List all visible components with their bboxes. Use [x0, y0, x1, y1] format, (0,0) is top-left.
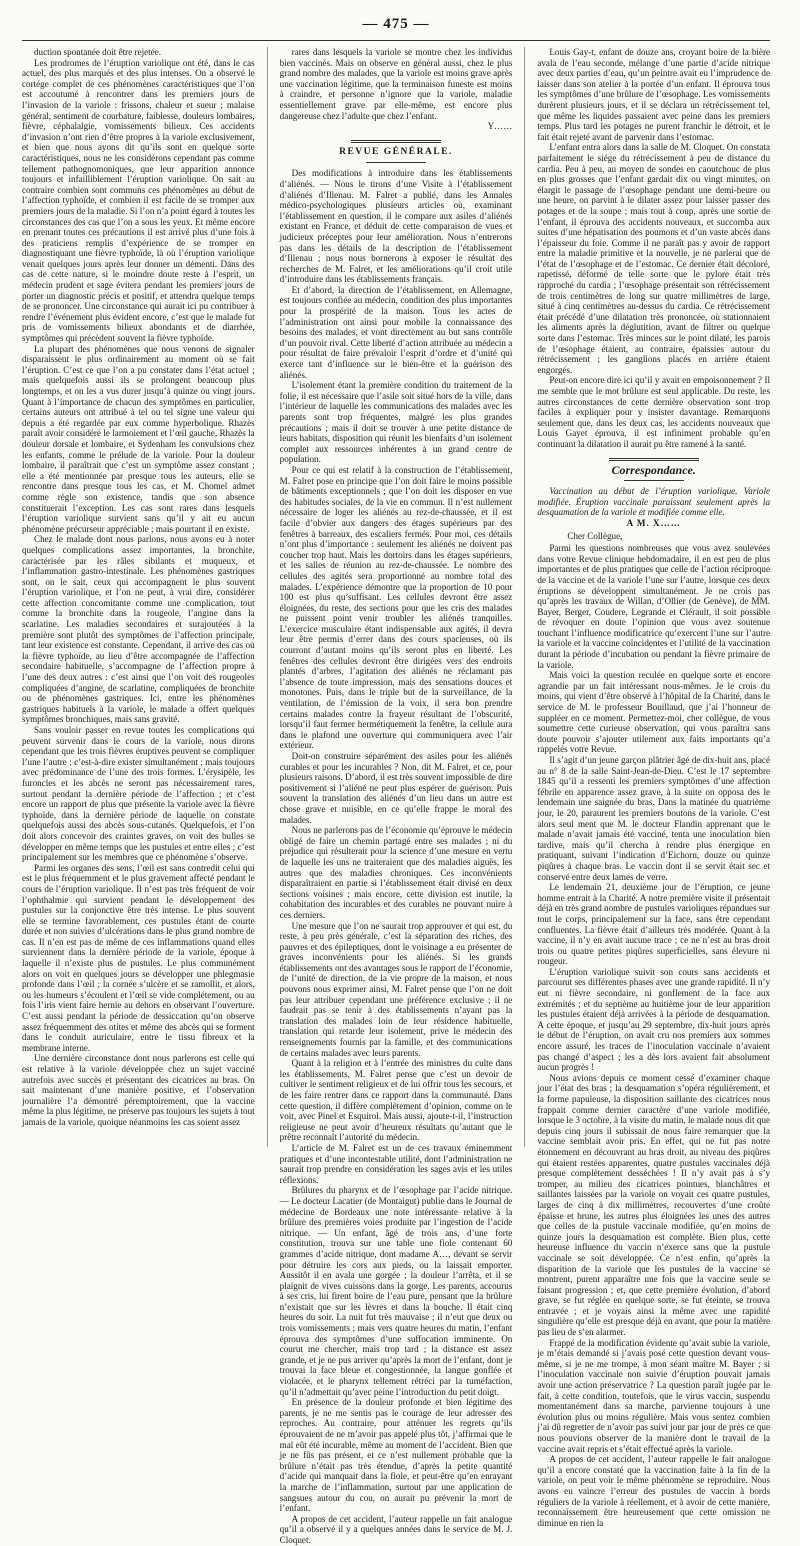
paragraph: L’article de M. Falret est un de ces travaux éminemment pratiques et d’une incontestable utilité, dont l’administration ne saurait trop prendre en considération les sages avis et les utiles réflexions.	[279, 1142, 513, 1185]
letter-address: A M. X……	[626, 517, 681, 528]
paragraph: L’éruption variolique suivit son cours sans accidents et parcourut ses différentes phases avec une grande rapidité. Il n’y eut ni fièvre secondaire, ni gonflement de la face aux extrémités ; et du septième au huitième jour de leur apparition les pustules étaient déjà arrivées à la période de desquamation. A cette époque, et jusqu’au 29 septembre, dix-huit jours après le début de l’éruption, on avait cru nos premiers aux sommes encore assuré, les traces de l’inoculation vaccinale n’avaient pas changé d’aspect ; les a dès lors avaient fait absolument aucun progrès !	[537, 966, 771, 1073]
paragraph: L’isolement étant la première condition du traitement de la folie, il est nécessaire que l’asile soit situé hors de la ville, dans l’intérieur de laquelle les communications des malades avec les parents sont trop fréquentes, malgré les plus grandes précautions ; mais il doit se trouver à une petite distance de leurs habitats, disposition qui réunit les bienfaits d’un isolement complet aux ressources inhérentes à un grand centre de population.	[279, 380, 513, 465]
paragraph: Les prodromes de l’éruption variolique ont été, dans le cas actuel, des plus marqués et des plus intenses. On a observé le cortége complet de ces phénomènes caractéristiques que l’on est accoutumé à rencontrer dans les premiers jours de l’invasion de la variole : frissons, chaleur et sueur ; malaise général, sentiment de courbature, faiblesse, douleurs lombaires, fièvre, céphalalgie, vomissements bilieux. Ces accidents d’invasion n’ont rien d’être propres à la variole exclusivement, et bien que nous ayons dit qu’ils sont en quelque sorte caractéristiques, nous ne les considérons cependant pas comme tellement pathognomoniques, que leur apparition annonce toujours et infailliblement l’éruption variolique. On sait au contraire combien sont communs ces phénomènes au début de l’affection typhoïde, et combien il est facile de se tromper aux premiers jours de la maladie. Si l’on n’a point égard à toutes les circonstances des cas que l’on a sous les yeux. Et même encore en prenant toutes ces précautions il est arrivé plus d’une fois à des praticiens remplis d’expérience de se tromper en diagnostiquant une fièvre typhoïde, là où l’éruption variolique venait quelques jours après leur donner un démenti. Dans des cas de cette nature, si le moindre doute reste à l’esprit, un médecin prudent et sage évitera pendant les premiers jours de porter un diagnostic précis et positif, et attendra quelque temps de se prononcer. Une circonstance qui aurait ici pu contribuer à rendre l’événement plus évident encore, c’est que le malade fut pris de vomissements bilieux abondants et de diarrhée, symptômes qui précèdent souvent la fièvre typhoïde.	[22, 57, 255, 344]
article-subheading: Vaccination au début de l’éruption variolique. Variole modifiée. Éruption vaccinale paraissant seulement après la desquamation de la variole et modifiée comme elle.	[537, 486, 771, 518]
section-separator	[624, 480, 684, 481]
paragraph: Doit-on construire séparément des asiles pour les aliénés curables et pour les incurables ? Non, dit M. Falret, et ce, pour plusieurs raisons. D’abord, il est très souvent impossible de dire positivement si l’aliéné ne peut plus espérer de guérison. Puis souvent la translation des aliénés d’un lieu dans un autre est chose grave et nuisible, en ce qu’elle frappe le moral des malades.	[279, 751, 513, 825]
paragraph: Sans vouloir passer en revue toutes les complications qui peuvent survenir dans le cours de la variole, nous dirons cependant que les trois fièvres éruptives peuvent se compliquer l’une l’autre ; c’est-à-dire exister simultanément ; mais toujours avec prédominance de l’une des trois formes. L’érysipèle, les furoncles et les abcès ne seront pas nécessairement rares, surtout pendant la dernière période de l’affection ; et c’est encore un rapport de plus que présente la variole avec la fièvre typhoïde, dans la dernière période de laquelle on constate quelquefois aussi des abcès sous-cutanés. Quelquefois, et l’on doit alors concevoir des craintes graves, on voit des bulles se développer en même temps que les pustules et entre elles ; c’est principalement sur les membres que ce phénomène s’observe.	[22, 725, 255, 863]
paragraph: La plupart des phénomènes que nous venons de signaler disparaissent le plus ordinairement au moment où se fait l’éruption. C’est ce que l’on a pu constater dans l’état actuel ; mais quelquefois aussi ils se prolongent beaucoup plus longtemps, et on les a vus durer jusqu’à quinze ou vingt jours. Quant à l’importance de chacun des symptômes en particulier, certains auteurs ont attribué à tel ou tel signe une valeur qui depuis a été regardée par eux comme hyperbolique. Rhazès paraît avoir considéré le larmoiement et l’œil gauche, Rhazès la douleur dorsale et lombaire, et Sydenham les convulsions chez les enfants, comme le prélude de la variole. Pour la douleur lombaire, il paraîtrait que c’est un symptôme assez constant ; elle a été mentionnée par presque tous les auteurs, elle se rencontre dans presque tous les cas, et M. Chomel admet comme règle son existence, tandis que son absence constituerait l’exception. Les cas sont rares dans lesquels l’éruption variolique survient sans qu’il y ait eu aucun phénomène précurseur appréciable ; mais pourtant il en existe.	[22, 343, 255, 534]
paragraph: A propos de cet accident, l’auteur rappelle le fait analogue qu’il a encore constaté que la vaccination faite à la fin de la variole, on peut voir le même phénomène se reproduire. Nous avons eu vaincre l’erreur des pustules de vaccin à bords réguliers de la variole à réellement, et à avoir de cette manière, reconnaissement être heureusement que cette omission ne diminue en rien la	[537, 1454, 771, 1528]
paragraph: Parmi les organes des sens, l’œil est sans contredit celui qui est le plus fréquemment et le plus gravement affecté pendant le cours de l’éruption variolique. Il n’est pas très fréquent de voir l’ophthalmie qui survient pendant le développement des pustules sur la conjonctive être très intense. Le plus souvent elle se termine favorablement, ces pustules étant de courte durée et non suivies d’ulcérations dans le plus grand nombre de cas. Il n’en est pas de même de ces inflammations quand elles surviennent dans la dernière période de la variole, époque à laquelle il n’existe plus de pustules. Le plus communément alors on voit en quelques jours se développer une phlegmasie profonde dans l’œil ; la cornée s’ulcère et se ramollit, et alors, ou les humeurs s’écoulent et l’œil se vide complétement, ou au fois l’iris vient faire hernie au dehors en observant l’ouverture. C’est aussi pendant la période de dessiccation qu’on observe assez fréquemment des otites et même des abcès qui se forment dans le conduit auriculaire, entre le tissu fibreux et la membrane interne.	[22, 862, 255, 1053]
paragraph: Le lendemain 21, deuxième jour de l’éruption, ce jeune homme entrait à la Charité. A notre première visite il présentait déjà en très grand nombre de pustules varioliques répandues sur tout le corps, principalement sur la face, sans être cependant confluentes. La fièvre était d’ailleurs très modérée. Quant à la vaccine, il n’y en avait aucune trace ; ce ne n’est au bras droit trois ou quatre petites piqûres superficielles, sans élevure ni rougeur.	[537, 882, 771, 967]
paragraph: A propos de cet accident, l’auteur rappelle un fait analogue qu’il a observé il y a quelques années dans le service de M. J. Cloquet.	[279, 1513, 513, 1545]
section-heading-revue: REVUE GÉNÉRALE.	[339, 146, 453, 157]
paragraph: L’enfant entra alors dans la salle de M. Cloquet. On constata parfaitement le siége du rétrécissement à peu de distance du cardia. Peu à peu, au moyen de sondes en caoutchouc de plus en plus grosses que l’enfant gardait dix ou vingt minutes, on élargit le passage de l’œsophage pendant une demi-heure ou une heure, on parvint à le dilater assez pour laisser passer des potages et de la soupe ; mais tout à coup, après une sortie de l’enfant, il éprouva des accidents nouveaux, et succomba aux suites d’une hépatisation des poumons et d’un vaste abcès dans l’épaisseur du foie. Comme il ne paraît pas y avoir de rapport entre la maladie primitive et la nouvelle, je ne parlerai que de l’état de l’œsophage et de l’estomac. Ce dernier était décoloré, rapetissé, déformé de telle sorte que le pylore était très rapproché du cardia ; l’œsophage présentait son rétrécissement de trois centimètres de long sur quatre millimètres de large, situé à cinq centimètres au-dessus du cardia. Ce rétrécissement était précédé d’une dilatation très prononcée, où stationnaient les aliments après la déglutition, avant de filtrer ou quelque sorte dans l’estomac. Très minces sur le point dilaté, les parois de l’œsophage étaient, au contraire, épaissies autour du rétrécissement ; les ganglions placés en arrière étaient engorgés.	[537, 142, 771, 375]
paragraph: Chez le malade dont nous parlons, nous avons eu à noter quelques complications assez importantes, la bronchite, caractérisée par les râles sibilants et muqueux, et l’inflammation gastro-intestinale. Les phénomènes gastriques sont, on le sait, ceux qui accompagnent le plus souvent l’éruption variolique, et l’on ne peut, à vrai dire, considérer cette affection concomitante comme une complication, tout comme la bronchite dans la rougeole, l’angine dans la scarlatine. Les maladies secondaires et surajoutées à la première sont plutôt des symptômes de l’affection principale, tant leur existence est constante. Cependant, il arrive des cas où la fièvre typhoïde, au lieu d’être accompagnée de l’affection secondaire habituelle, s’accompagne de l’affection propre à l’une des deux autres : c’est ainsi que l’on voit des rougeoles compliquées d’angine, de scarlatine, compliquées de bronchite ou de phénomènes gastriques. Ici, entre les phénomènes gastriques habituels à la variole, le malade a offert quelques symptômes bronchiques, mais sans gravité.	[22, 534, 255, 725]
paragraph: Frappé de la modification évidente qu’avait subie la variole, je m’étais demandé si j’avais posé cette question devant vous-même, si je ne me trompe, à mon séant maître M. Bayer ; si l’inoculation vaccinale non suivie d’éruption pouvait jamais avoir une action préservatrice ? La question paraît jugée par le fait, à cette condition, toutefois, que le virus vaccin, suspendu momentanément dans sa marche, parvienne toujours à une évolution plus ou moins régulière. Mais vous sentez combien j’ai dû regretter de n’avoir pas suivi jour par jour de près ce que nous pouvions observer de la manière dont le travail de la vaccine avait repris et s’était effectué après la variole.	[537, 1337, 771, 1454]
author-signature: Y……	[487, 121, 513, 132]
paragraph: Mais voici la question reculée en quelque sorte et encore agrandie par un fait intéressant nous-mêmes. Je le crois du moins, qui vient d’être observé à l’hôpital de la Charité, dans le service de M. le professeur Bouillaud, que j’ai l’honneur de suppléer en ce moment. Permettez-moi, cher collègue, de vous soumettre cette curieuse observation, qui vous paraîtra sans doute pouvoir s’ajouter utilement aux faits importants qu’a rappelés votre Revue.	[537, 670, 771, 755]
section-separator	[366, 162, 426, 163]
page-header	[22, 12, 770, 41]
column-divider	[267, 47, 268, 1147]
paragraph: Il s’agit d’un jeune garçon plâtrier âgé de dix-huit ans, placé au n° 8 de la salle Saint-Jean-de-Dieu. C’est le 17 septembre 1845 qu’il a ressenti les premiers symptômes d’une affection fébrile en apparence assez grave, à la suite on opposa des le lendemain une saignée du bras. Dans la matinée du quatrième jour, le 20, paraurent les premiers boutons de la variole. C’est alors seul ment que M. le docteur Flandin apprenant que le malade n’avait jamais été vacciné, tenta une inoculation bien tardive, mais qu’il chercha à rendre plus énergique en pratiquant, suivant l’indication d’Eichorn, douze ou quinze piqûres à chaque bras. Le vaccin dont il se servit était sec et conservé entre deux lames de verre.	[537, 755, 771, 882]
paragraph: Une dernière circonstance dont nous parlerons est celle qui est relative à la variole développée chez un sujet vacciné autrefois avec succès et présentant des cicatrices au bras. On sait maintenant d’une manière positive, et l’observation journalière l’a démontré péremptoirement, que la vaccine même la plus légitime, ne préserve pas toujours les sujets à tout jamais de la variole, quoique néanmoins les cas soient assez	[22, 1053, 255, 1127]
paragraph: Parmi les questions nombreuses que vous avez soulevées dans votre Revue clinique hebdomadaire, il en est peu de plus importantes et de plus pratiques que celle de l’action réciproque de la vaccine et de la variole l’une sur l’autre, lorsque ces deux éruptions se développent simultanément. Je ne crois pas qu’après les travaux de Willan, d’Ollier (de Genève), de MM. Bayer, Berger, Coudere, Legrande et Clérault, il soit possible de révoquer en doute l’opinion que vous avez soutenue touchant l’influence modificatrice qu’exercent l’une sur l’autre la variole et la vaccine coïncidentes et l’utilité de la vaccination durant la période d’incubation ou pendant la fièvre primaire de la variole.	[537, 543, 771, 670]
paragraph: Nous ne parlerons pas de l’économie qu’éprouve le médecin obligé de faire un chemin partagé entre ses malades ; ni du préjudice qui résulterait pour la science d’une mesure en vertu de laquelle les uns ne traiteraient que des maladies aiguës, les autres que des maladies chroniques. Ces inconvénients disparaîtraient en partie si l’établissement était divisé en deux sections voisines ; mais encore, cette division est inutile, la cohabitation des incurables et des curables ne pouvant nuire à ces derniers.	[279, 825, 513, 920]
paragraph: Pour ce qui est relatif à la construction de l’établissement, M. Falret pose en principe que l’on doit faire le moins possible de bâtiments exceptionnels ; que l’on doit les disposer en vue des habitudes sociales, de la vie en commun. Il n’est nullement nécessaire de loger les aliénés au rez-de-chaussée, et il est facile d’obvier aux dangers des étages supérieurs par des fenêtres à barreaux, des escaliers fermés. Pour moi, ces détails n’ont plus d’importance : seulement les aliénés ne doivent pas coucher trop haut. Mais les dortoirs dans les étages supérieurs, et les salles de réunion au rez-de-chaussée. Le nombre des cellules des agités sera proportionné au nombre total des malades. L’expérience démontre que la proportion de 10 pour 100 est plus qu’suffisant. Les cellules devront être assez éloignées, du reste, des sections pour que les cris des malades ne puissent point venir troubler les aliénés tranquilles. L’exercice musculaire étant indispensable aux agités, il devra leur être permis d’errer dans des cours spacieuses, où ils courront d’autant moins qu’ils seront plus en liberté. Les fenêtres des cellules devront être dirigées vers des endroits plantés d’arbres, l’agitation des aliénés ne réclamant pas l’absence de toute impression, mais des sensations douces et monotones. Puis, dans le triple but de la surveillance, de la ventilation, de l’émission de la voix, il sera bon prendre certains malades contre la frayeur résultant de l’obscurité, lorsqu’il faut fermer hermétiquement la fenêtre, la cellule aura dans le plafond une ouverture qui communiquera avec l’air extérieur.	[279, 464, 513, 751]
paragraph: En présence de la douleur profonde et bien légitime des parents, je ne me sentis pas le courage de leur adresser des reproches. Au contraire, pour atténuer les regrets qu’ils éprouvaient de ne m’avoir pas appelé plus tôt, j’affirmai que le mal eût été incurable, même au moment de l’accident. Bien que je ne fûs pas présent, et ce n’est nullement probable que la brûlure n’était pas très étendue, d’après la petite quantité d’acide qui manquait dans la fiole, et peut-être qu’en enrayant la marche de l’inflammation, surtout par une application de sangsues autour du cou, on aurait pu prévenir la mort de l’enfant.	[279, 1397, 513, 1514]
section-heading-correspondance: Correspondance.	[611, 462, 696, 477]
paragraph: Peut-on encore dire ici qu’il y avait en empoisonnement ? Il me semble que le mot brûlure est seul applicable. Du reste, les autres circonstances de cette dernière observation sont trop faciles à expliquer pour y insister davantage. Remarquons seulement que, dans les deux cas, les accidents nouveaux que Louis Gayet éprouva, il est infiniment probable qu’en continuant la dilatation il aurait pu être ramené à la santé.	[537, 375, 771, 449]
column-1	[22, 47, 255, 1147]
paragraph: Louis Gay-t, enfant de douze ans, croyant boire de la bière avala de l’eau seconde, mélange d’une partie d’acide nitrique avec deux parties d’eau, qu’un peintre avait eu l’imprudence de laisser dans son atelier à la portée d’un enfant. Il éprouva tous les symptômes d’une brûlure de l’œsophage. Les vomissements durèrent plusieurs jours, et il se déclara un rétrécissement tel, que même les liquides passaient avec peine dans les premiers temps. Plus tard les potages ne purent franchir le détroit, et le fait était rejeté avant de parvenir dans l’estomac.	[537, 47, 771, 142]
column-3	[537, 47, 771, 1528]
letter-salutation: Cher Collègue,	[567, 530, 623, 541]
paragraph: Nous avions depuis ce moment cessé d’examiner chaque jour l’état des bras ; la desquamation s’opéra régulièrement, et la forme papuleuse, la disposition saillante des cicatrices nous frappait comme dernier caractère d’une variole modifiée, lorsque le 3 octobre, à la visite du matin, le malade nous dit que depuis cinq jours il subissait de nous faire remarquer que la vaccine semblait avoir pris. En effet, qui ne fut pas notre étonnement en découvrant au bras droit, au niveau des piqûres qui étaient restées apparentes, quatre pustules vaccinales déjà presque complètement desséchées ! Il n’y avait pas à s’y tromper, au milieu des cicatrices pointues, blanchâtres et saillantes laissées par la variole on voyait ces quatre pustules, larges de cinq à dix millimètres, recouvertes d’une croûte épaisse et brune, les autres plus éloignées les unes des autres que celles de la pustule vaccinale modifiée, qu’en moins de quinze jours la desquamation est complète. Bien plus, cette heureuse influence du vaccin n’exerce sans que la pustule vaccinale se soit développée. Ce n’est enfin, qu’après la disparition de la variole que les pustules de la vaccine se montrent, purent apparaître une fois que la vaccine seule se faisant progression ; et, que cette première évolution, d’abord grave, se fut réglée en quelque sorte, se fut éteinte, se trouva entravée ; et je voyais ainsi la même avec une rapidité singulière qu’elle est presque déjà en avant, que pour la matière pas lieu de s’en alarmer.	[537, 1072, 771, 1338]
column-divider	[524, 47, 525, 1147]
column-2	[279, 47, 513, 1545]
paragraph: duction spontanée doit être rejetée.	[34, 47, 162, 57]
paragraph: Et d’abord, la direction de l’établissement, en Allemagne, est toujours confiée au médecin, condition des plus importantes pour la prospérité de la maison. Tous les actes de l’administration ont ainsi pour mobile la connaissance des besoins des malades, et vont directement au but sans contrôle d’un pouvoir rival. Cette liberté d’action attribuée au médecin a pour résultat de faire prévaloir l’esprit d’ordre et d’unité qui exerce tant d’influence sur le bien-être et la guérison des aliénés.	[279, 284, 513, 380]
section-separator	[351, 140, 441, 143]
page-number: — 475 —	[362, 16, 430, 32]
paragraph: Une mesure que l’on ne saurait trop approuver et qui est, du reste, à peu près générale, c’est la séparation des riches, des pauvres et des épileptiques, dont le voisinage a eu présenter de graves inconvénients pour les aliénés. Si les grands établissements ont des avantages sous le rapport de l’économie, de l’unité de direction, de la vie propre de la maison, et nous pouvons nous exprimer ainsi, M. Falret pense que l’on ne doit pas leur attribuer cependant une préférence exclusive ; il ne faudrait pas se tenir à des établissements n’ayant pas la translation des malades loin de leur résidence habituelle, translation qui retarde leur isolement, prive le médecin des renseignements fournis par la famille, et des communications de certains malades avec leurs parents.	[279, 920, 513, 1058]
section-separator	[609, 458, 699, 461]
paragraph: Quant à la religion et à l’entrée des ministres du culte dans les établissements, M. Falret pense que c’est un devoir de cultiver le sentiment religieux et de lui offrir tous les secours, et de les faire rentrer dans ce rapport dans la communauté. Dans cette question, il diffère complètement d’opinion, comme on le voit, avec Pinel et Esquirol. Mais aussi, ajoute-t-il, l’instruction religieuse ne peut avoir d’heureux résultats qu’autant que le prêtre reconnaît l’autorité du médecin.	[279, 1058, 513, 1143]
paragraph: rares dans lesquels la variole se montre chez les individus bien vaccinés. Mais on observe en général aussi, chez le plus grand nombre des malades, que la variole est moins grave après une vaccination légitime, que la terminaison funeste est moins à craindre, et personne n’ignore que la variole, maladie essentiellement grave par elle-même, est encore plus dangereuse chez l’adulte que chez l’enfant.	[279, 47, 513, 121]
paragraph: Brûlures du pharynx et de l’œsophage par l’acide nitrique. — Le docteur Lacatier (de Montaigut) publie dans le Journal de médecine de Bordeaux une note intéressante relative à la brûlure des premières voies produite par l’ingestion de l’acide nitrique. — Un enfant, âgé de trois ans, d’une forte constitution, trouva sur une table une fiole contenant 60 grammes d’acide nitrique, dont madame A…, devant se servir pour détruire les cors aux pieds, ou la laissait emporter. Aussitôt il en avala une gorgée ; la douleur l’arrêta, et il se plaignit de vives cuissons dans la gorge. Les parents, accourus à ses cris, lui firent boire de l’eau pure, pensant que la brûlure n’existait que sur les lèvres et dans la bouche. Il était cinq heures du soir. La nuit fut très mauvaise ; il n’eut que deux ou trois vomissements ; mais vers quatre heures du matin, l’enfant éprouva des symptômes d’une suffocation imminente. On courut me chercher, mais trop tard ; la distance est assez grande, et je ne pus arriver qu’après la mort de l’enfant, dont je trouvai la face bleue et congestionnée, la langue gonflée et violacée, et le pharynx tellement rétréci par la tuméfaction, qu’il n’admettait qu’avec peine l’introduction du petit doigt.	[279, 1185, 513, 1397]
text-columns	[22, 47, 771, 1545]
paragraph: Des modifications à introduire dans les établissements d’aliénés. — Nous le tirons d’une Visite à l’établissement d’aliénés d’Illenau. M. Falret a publié, dans les Annales médico-psychologiques plusieurs articles où, examinant l’établissement en question, il le compare aux asiles d’aliénés existant en France, et déduit de cette comparaison de vues et judicieux préceptes pour leur amélioration. Nous n’entrerons pas dans les détails de la description de l’établissement d’Illenau ; nous nous bornerons à exposer le résultat des recherches de M. Falret, et les améliorations qu’il croit utile d’introduire dans les établissements français.	[279, 168, 513, 285]
